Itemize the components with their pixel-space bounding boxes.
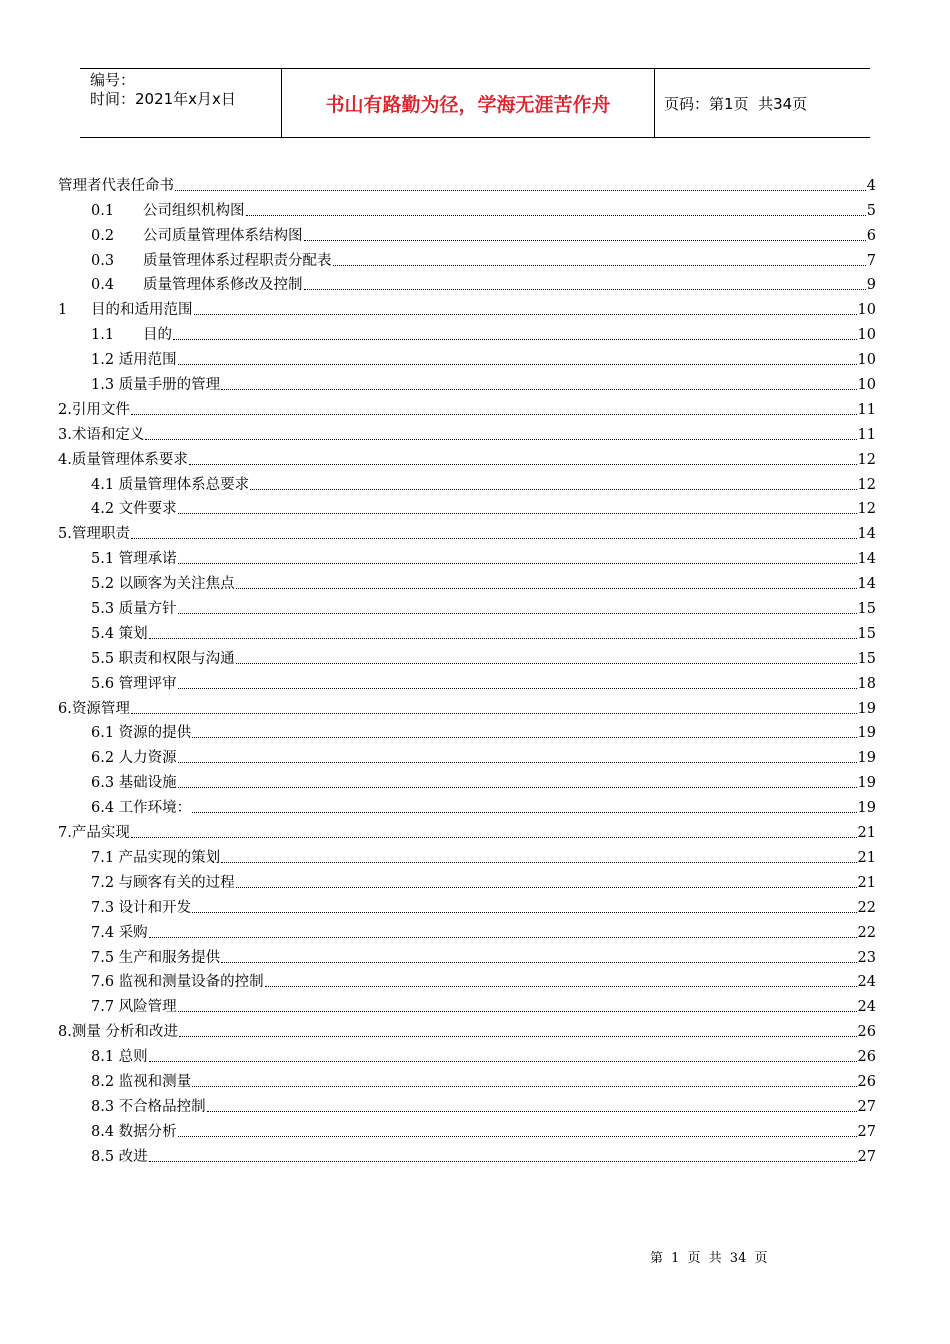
toc-entry-number: 1.1 [91,327,115,344]
toc-entry[interactable] [58,518,876,543]
toc-entry-number: 7.5 [91,949,119,966]
toc-entry-number: 0.1 [91,202,115,219]
toc-dot-leader [246,214,866,216]
toc-entry[interactable] [58,593,876,618]
toc-entry-page: 19 [857,775,876,792]
toc-entry[interactable] [58,469,876,494]
toc-entry-page: 14 [857,526,876,543]
toc-entry-page: 24 [857,974,876,991]
toc-dot-leader [236,886,857,888]
toc-dot-leader [178,612,857,614]
toc-entry[interactable] [58,270,876,295]
toc-dot-leader [178,786,857,788]
toc-entry-number: 6.3 [91,775,119,792]
toc-entry-page: 21 [857,825,876,842]
toc-entry-number: 5.6 [91,675,119,692]
toc-entry[interactable] [58,792,876,817]
toc-entry-page: 11 [857,426,876,443]
toc-entry-page: 26 [857,1024,876,1041]
toc-entry-number: 7.6 [91,974,119,991]
toc-entry-title: 与顾客有关的过程 [118,874,235,891]
toc-dot-leader [221,861,856,863]
header-info-cell [80,69,282,137]
toc-entry[interactable] [58,917,876,942]
toc-entry-number: 8.1 [91,1049,119,1066]
toc-entry-page: 14 [857,551,876,568]
toc-entry-number: 0.2 [91,227,115,244]
toc-entry-number: 3. [58,426,72,443]
toc-entry-page: 12 [857,501,876,518]
toc-entry[interactable] [58,444,876,469]
toc-entry-title: 引用文件 [71,401,130,418]
toc-entry-number: 4.2 [91,501,119,518]
toc-entry[interactable] [58,394,876,419]
toc-dot-leader [131,413,857,415]
toc-dot-leader [221,961,856,963]
toc-entry-page: 19 [857,725,876,742]
toc-dot-leader [221,388,856,390]
toc-entry-number: 7.4 [91,924,119,941]
toc-entry[interactable] [58,1041,876,1066]
toc-dot-leader [192,911,856,913]
toc-dot-leader [149,936,857,938]
toc-entry-page: 24 [857,999,876,1016]
toc-entry[interactable] [58,867,876,892]
toc-entry-number: 8.3 [91,1098,119,1115]
toc-entry-number: 7.7 [91,999,119,1016]
toc-entry-number: 5.4 [91,625,119,642]
toc-entry-title: 基础设施 [118,775,177,792]
toc-entry-page: 18 [857,675,876,692]
toc-entry-title: 以顾客为关注焦点 [118,576,235,593]
toc-entry-number: 7.1 [91,849,119,866]
toc-dot-leader [178,1010,857,1012]
toc-entry-title: 监视和测量设备的控制 [118,974,264,991]
toc-entry-title: 文件要求 [118,501,177,518]
toc-entry-title: 质量管理体系过程职责分配表 [143,252,332,269]
toc-entry-number: 4. [58,451,72,468]
toc-entry-title: 管理承诺 [118,551,177,568]
toc-entry-page: 10 [857,302,876,319]
toc-entry[interactable] [58,967,876,992]
toc-dot-leader [265,985,857,987]
toc-entry[interactable] [58,767,876,792]
toc-entry-title: 设计和开发 [118,899,192,916]
toc-entry-page: 22 [857,924,876,941]
toc-entry-page: 27 [857,1098,876,1115]
toc-entry[interactable] [58,568,876,593]
toc-entry-page: 23 [857,949,876,966]
toc-entry[interactable] [58,195,876,220]
toc-entry-title: 采购 [118,924,148,941]
toc-dot-leader [192,736,856,738]
toc-entry-title: 人力资源 [118,750,177,767]
toc-dot-leader [333,264,866,266]
toc-entry-number: 1.3 [91,377,119,394]
toc-entry-title: 质量管理体系总要求 [118,476,250,493]
toc-dot-leader [179,1035,857,1037]
header-page-cell [655,69,870,137]
toc-dot-leader [178,687,857,689]
toc-dot-leader [207,1110,857,1112]
toc-entry-title: 不合格品控制 [118,1098,206,1115]
toc-entry-page: 22 [857,899,876,916]
toc-entry-number: 8. [58,1024,72,1041]
toc-entry-page: 12 [857,451,876,468]
toc-entry[interactable] [58,344,876,369]
toc-entry-title: 资源管理 [71,700,130,717]
toc-entry[interactable] [58,643,876,668]
toc-dot-leader [192,1085,856,1087]
toc-dot-leader [173,338,857,340]
toc-entry-number: 1.2 [91,352,119,369]
toc-entry-title: 风险管理 [118,999,177,1016]
toc-dot-leader [149,637,857,639]
toc-entry[interactable] [58,668,876,693]
toc-dot-leader [178,761,857,763]
toc-entry-number: 5.5 [91,650,119,667]
toc-entry-title: 质量管理体系要求 [71,451,188,468]
toc-entry-page: 10 [857,377,876,394]
toc-dot-leader [131,537,857,539]
toc-entry-number: 6. [58,700,72,717]
toc-dot-leader [250,488,856,490]
toc-entry-number: 8.5 [91,1148,119,1165]
document-date-label: 时间：2021年x月x日 [90,90,236,108]
toc-dot-leader [178,363,857,365]
toc-entry-number: 7. [58,825,72,842]
toc-entry[interactable] [58,1141,876,1166]
document-header [80,68,870,138]
toc-dot-leader [189,463,857,465]
header-motto-cell [282,69,655,137]
toc-dot-leader [194,313,857,315]
toc-entry-page: 12 [857,476,876,493]
toc-entry[interactable] [58,1066,876,1091]
toc-entry-number: 7.2 [91,874,119,891]
toc-entry[interactable] [58,1091,876,1116]
toc-entry-title: 监视和测量 [118,1073,192,1090]
toc-entry[interactable] [58,245,876,270]
toc-entry[interactable] [58,319,876,344]
toc-entry-title: 质量管理体系修改及控制 [143,277,303,294]
toc-entry-title: 公司组织机构图 [143,202,245,219]
toc-entry-page: 26 [857,1073,876,1090]
toc-entry-page: 10 [857,327,876,344]
toc-entry-title: 数据分析 [118,1123,177,1140]
toc-dot-leader [178,512,857,514]
toc-entry-page: 10 [857,352,876,369]
toc-entry[interactable] [58,817,876,842]
toc-entry-page: 21 [857,874,876,891]
toc-entry-number: 0.3 [91,252,115,269]
toc-entry-title: 产品实现的策划 [118,849,221,866]
toc-dot-leader [145,438,856,440]
toc-entry[interactable] [58,842,876,867]
toc-entry[interactable] [58,942,876,967]
toc-entry-number: 1 [58,302,68,319]
toc-entry-title: 工作环境： [118,800,192,817]
toc-entry-number: 8.2 [91,1073,119,1090]
toc-dot-leader [236,662,857,664]
toc-entry-title: 策划 [118,625,148,642]
toc-entry-title: 改进 [118,1148,148,1165]
toc-entry-number: 6.1 [91,725,119,742]
toc-entry-page: 19 [857,750,876,767]
toc-entry-title: 管理职责 [71,526,130,543]
toc-entry-title: 适用范围 [118,352,177,369]
toc-dot-leader [192,811,856,813]
toc-entry-title: 术语和定义 [71,426,145,443]
toc-entry-page: 19 [857,800,876,817]
toc-dot-leader [131,836,857,838]
toc-entry-page: 11 [857,401,876,418]
toc-entry-page: 19 [857,700,876,717]
toc-dot-leader [304,239,866,241]
toc-entry-title: 管理评审 [118,675,177,692]
toc-entry-page: 4 [866,177,876,194]
toc-entry[interactable] [58,543,876,568]
toc-entry[interactable] [58,618,876,643]
toc-entry[interactable] [58,718,876,743]
toc-entry-title: 质量手册的管理 [118,377,221,394]
table-of-contents [58,170,876,1166]
toc-entry-number: 6.4 [91,800,119,817]
toc-entry-page: 21 [857,849,876,866]
toc-entry-title: 管理者代表任命书 [58,177,174,194]
toc-entry[interactable] [58,1016,876,1041]
toc-entry-page: 5 [866,202,876,219]
toc-dot-leader [304,288,866,290]
toc-entry-page: 6 [866,227,876,244]
toc-entry-number: 5.3 [91,601,119,618]
toc-entry-title: 质量方针 [118,601,177,618]
toc-entry[interactable] [58,419,876,444]
toc-entry-title: 生产和服务提供 [118,949,221,966]
toc-entry-title: 公司质量管理体系结构图 [143,227,303,244]
toc-entry-title: 资源的提供 [118,725,192,742]
document-code-label: 编号： [90,71,136,89]
toc-entry-page: 9 [866,277,876,294]
toc-entry-number: 0.4 [91,277,115,294]
toc-entry[interactable] [58,892,876,917]
toc-entry-number: 2. [58,401,72,418]
toc-entry-number: 5.2 [91,576,119,593]
toc-entry[interactable] [58,991,876,1016]
toc-entry[interactable] [58,494,876,519]
toc-entry-number: 5. [58,526,72,543]
toc-dot-leader [236,587,857,589]
toc-entry[interactable] [58,220,876,245]
toc-entry[interactable] [58,369,876,394]
toc-dot-leader [149,1160,857,1162]
toc-entry-title: 总则 [118,1049,148,1066]
toc-dot-leader [131,712,857,714]
header-page-label: 页码：第1页 共34页 [664,94,808,113]
toc-entry-number: 6.2 [91,750,119,767]
toc-entry-title: 产品实现 [71,825,130,842]
toc-entry-page: 7 [866,252,876,269]
toc-entry-page: 15 [857,650,876,667]
toc-dot-leader [149,1060,857,1062]
toc-entry[interactable] [58,693,876,718]
toc-entry-number: 8.4 [91,1123,119,1140]
toc-entry-number: 5.1 [91,551,119,568]
toc-entry-page: 27 [857,1123,876,1140]
toc-entry-title: 目的 [143,327,172,344]
toc-entry[interactable] [58,1116,876,1141]
toc-entry-page: 26 [857,1049,876,1066]
toc-entry-title: 职责和权限与沟通 [118,650,235,667]
header-motto: 书山有路勤为径，学海无涯苦作舟 [325,93,611,116]
toc-entry-number: 7.3 [91,899,119,916]
toc-entry[interactable] [58,294,876,319]
toc-entry-title: 目的和适用范围 [91,302,193,319]
toc-dot-leader [175,189,866,191]
page-footer: 第 1 页 共 34 页 [650,1251,768,1266]
toc-dot-leader [178,1135,857,1137]
toc-entry-page: 14 [857,576,876,593]
toc-entry-number: 4.1 [91,476,119,493]
toc-entry[interactable] [58,170,876,195]
toc-entry-page: 27 [857,1148,876,1165]
toc-entry[interactable] [58,742,876,767]
toc-dot-leader [178,562,857,564]
toc-entry-title: 测量 分析和改进 [71,1024,178,1041]
toc-entry-page: 15 [857,601,876,618]
toc-entry-page: 15 [857,625,876,642]
